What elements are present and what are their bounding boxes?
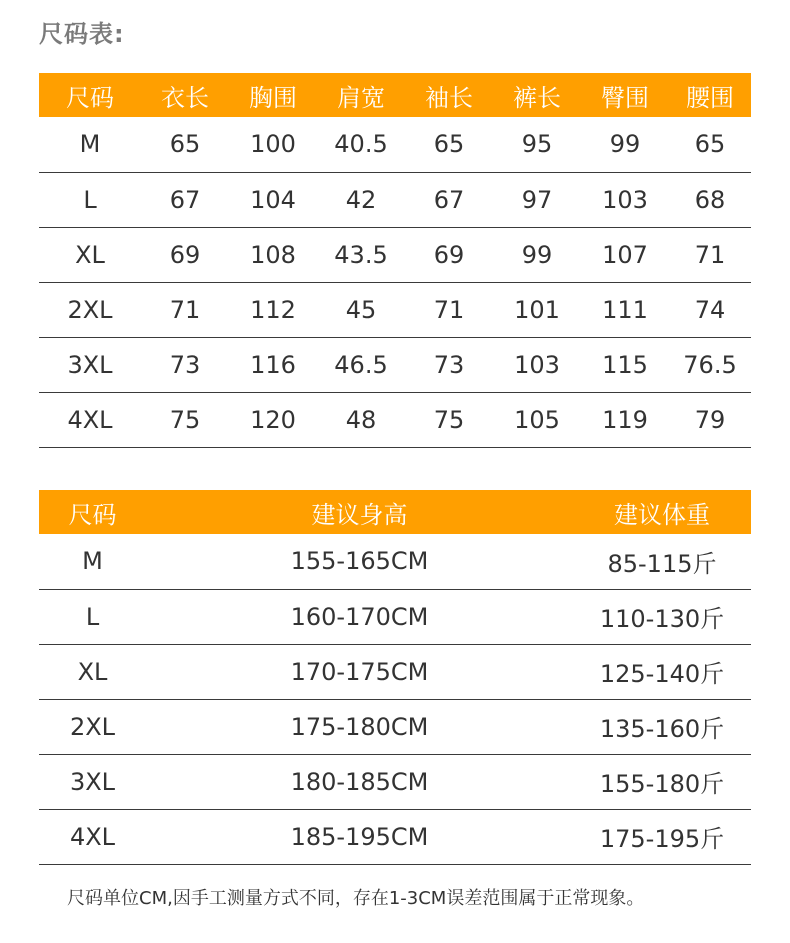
- length-cell: 67: [169, 185, 201, 214]
- pants-length-cell: 105: [514, 405, 560, 434]
- chest-cell: 104: [250, 185, 296, 214]
- waist-cell: 76.5: [683, 350, 737, 379]
- size-cell: XL: [77, 657, 108, 686]
- waist-cell: 79: [694, 405, 726, 434]
- header-cell-size: 尺码: [68, 500, 117, 529]
- hip-cell: 103: [602, 185, 648, 214]
- height-cell: 170-175CM: [290, 657, 429, 686]
- size-cell: M: [79, 130, 101, 159]
- hip-cell: 119: [602, 405, 648, 434]
- chest-cell: 120: [250, 405, 296, 434]
- size-cell: XL: [75, 240, 105, 269]
- table-row: [39, 337, 751, 392]
- length-cell: 71: [169, 295, 201, 324]
- header-cell-height: 建议身高: [311, 500, 408, 529]
- size-cell: 2XL: [69, 712, 116, 741]
- size-cell: 3XL: [67, 350, 113, 379]
- shoulder-cell: 46.5: [334, 350, 388, 379]
- table-row: [39, 534, 751, 589]
- sleeve-cell: 75: [433, 405, 465, 434]
- pants-length-cell: 99: [521, 240, 553, 269]
- fit-table-body: [39, 534, 751, 864]
- length-cell: 69: [169, 240, 201, 269]
- sleeve-cell: 73: [433, 350, 465, 379]
- header-cell-sleeve: 袖长: [425, 83, 473, 112]
- measurement-table: [39, 73, 751, 448]
- size-cell: 3XL: [69, 767, 116, 796]
- height-cell: 180-185CM: [290, 767, 429, 796]
- fit-recommendation-table: [39, 490, 751, 865]
- chest-cell: 116: [250, 350, 296, 379]
- sleeve-cell: 71: [433, 295, 465, 324]
- shoulder-cell: 48: [345, 405, 377, 434]
- waist-cell: 74: [694, 295, 726, 324]
- table-row: [39, 754, 751, 809]
- table-row: [39, 589, 751, 644]
- size-cell: 4XL: [69, 822, 116, 851]
- weight-cell: 85-115斤: [607, 549, 717, 578]
- chest-cell: 112: [250, 295, 296, 324]
- header-cell-size: 尺码: [66, 83, 114, 112]
- page-title: 尺码表:: [39, 20, 125, 48]
- length-cell: 75: [169, 405, 201, 434]
- height-cell: 155-165CM: [290, 547, 429, 576]
- waist-cell: 65: [694, 130, 726, 159]
- shoulder-cell: 40.5: [334, 130, 388, 159]
- header-cell-pants-length: 裤长: [513, 83, 561, 112]
- hip-cell: 111: [602, 295, 648, 324]
- pants-length-cell: 101: [514, 295, 560, 324]
- size-cell: L: [83, 185, 97, 214]
- waist-cell: 71: [694, 240, 726, 269]
- weight-cell: 125-140斤: [599, 660, 725, 688]
- weight-cell: 175-195斤: [599, 825, 725, 853]
- measurement-table-header: [39, 73, 751, 117]
- weight-cell: 110-130斤: [599, 605, 725, 633]
- table-row: [39, 117, 751, 172]
- shoulder-cell: 42: [345, 185, 377, 214]
- header-cell-weight: 建议体重: [614, 500, 710, 529]
- height-cell: 185-195CM: [290, 822, 429, 851]
- sleeve-cell: 69: [433, 240, 465, 269]
- measurement-table-body: [39, 117, 751, 447]
- size-cell: 2XL: [67, 295, 113, 324]
- header-cell-length: 衣长: [161, 83, 209, 112]
- weight-cell: 155-180斤: [599, 770, 725, 798]
- chest-cell: 108: [250, 240, 296, 269]
- weight-cell: 135-160斤: [599, 715, 725, 743]
- waist-cell: 68: [694, 185, 726, 214]
- hip-cell: 115: [602, 350, 648, 379]
- header-cell-shoulder: 肩宽: [337, 83, 385, 112]
- height-cell: 175-180CM: [290, 712, 429, 741]
- chest-cell: 100: [250, 130, 296, 159]
- hip-cell: 107: [602, 240, 648, 269]
- length-cell: 73: [169, 350, 201, 379]
- hip-cell: 99: [609, 130, 641, 159]
- sleeve-cell: 67: [433, 185, 465, 214]
- pants-length-cell: 95: [521, 130, 553, 159]
- size-cell: L: [85, 602, 100, 631]
- footnote: 尺码单位CM,因手工测量方式不同，存在1-3CM误差范围属于正常现象。: [67, 888, 645, 909]
- size-cell: M: [82, 547, 103, 576]
- pants-length-cell: 97: [521, 185, 553, 214]
- height-cell: 160-170CM: [290, 602, 429, 631]
- pants-length-cell: 103: [514, 350, 560, 379]
- table-row: [39, 392, 751, 447]
- size-cell: 4XL: [67, 405, 113, 434]
- table-row: [39, 699, 751, 754]
- table-row: [39, 172, 751, 227]
- table-row: [39, 644, 751, 699]
- header-cell-chest: 胸围: [249, 83, 297, 112]
- table-row: [39, 227, 751, 282]
- length-cell: 65: [169, 130, 201, 159]
- fit-table-header: [39, 490, 751, 534]
- table-row: [39, 282, 751, 337]
- header-cell-waist: 腰围: [686, 83, 734, 112]
- table-row: [39, 809, 751, 864]
- header-cell-hip: 臀围: [601, 83, 649, 112]
- sleeve-cell: 65: [433, 130, 465, 159]
- shoulder-cell: 43.5: [334, 240, 388, 269]
- shoulder-cell: 45: [345, 295, 377, 324]
